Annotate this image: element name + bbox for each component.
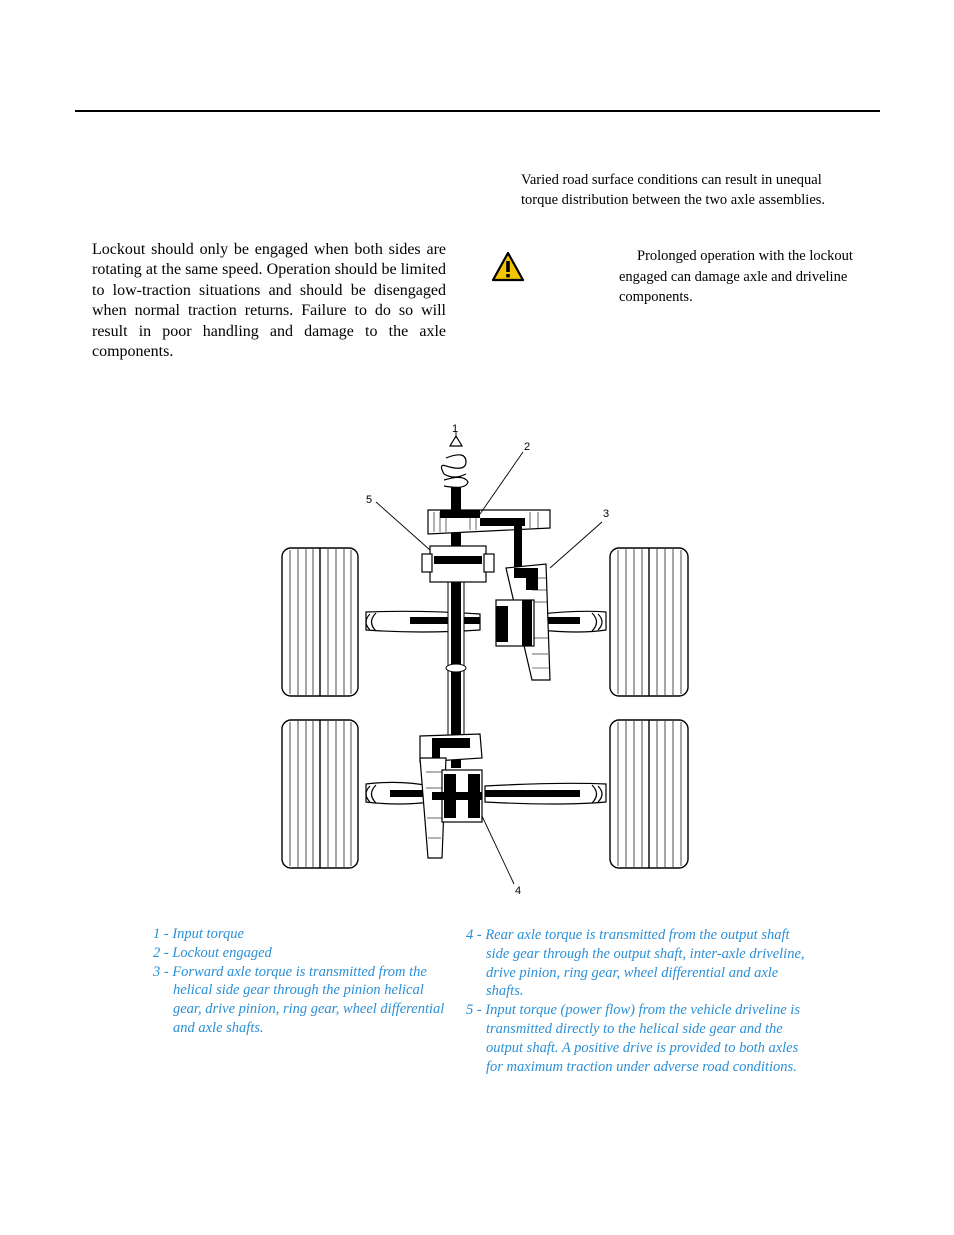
wheel-rear-left xyxy=(282,720,358,868)
callout-2: 2 xyxy=(524,441,531,453)
lockout-paragraph: Lockout should only be engaged when both sides are rotating at the same speed. Operation should be limited to low-traction situations and should be disengaged when normal traction returns. Failure to do so will result in poor handling and damage to the axle components. xyxy=(92,241,446,361)
legend-item: 4 - Rear axle torque is transmitted from the output shaft side gear through the output shaft, inter-axle driveline, drive pinion, ring gear, wheel differential and axle shafts. xyxy=(466,927,805,1000)
wheel-front-left xyxy=(282,548,358,696)
callout-line-2 xyxy=(480,452,523,514)
legend-item: 5 - Input torque (power flow) from the vehicle driveline is transmitted directly to the helical side gear and the output shaft. A positive drive is provided to both axles for maximum traction under adverse road conditions. xyxy=(466,1002,800,1075)
callout-5: 5 xyxy=(366,494,373,506)
forward-ring-gear xyxy=(496,564,550,680)
rear-axle-housing xyxy=(366,782,606,804)
callout-line-3 xyxy=(550,522,602,568)
callout-line-5 xyxy=(376,502,430,550)
callout-4: 4 xyxy=(515,885,522,897)
header-rule xyxy=(75,110,880,112)
forward-axle-housing xyxy=(366,611,606,632)
legend-item: 1 - Input torque xyxy=(153,926,244,942)
callout-1: 1 xyxy=(452,423,459,435)
wheel-rear-right xyxy=(610,720,688,868)
caution-text: Prolonged operation with the lockout engaged can damage axle and driveline components. xyxy=(619,248,853,305)
legend-right xyxy=(466,926,806,1076)
wheel-front-right xyxy=(610,548,688,696)
callout-line-4 xyxy=(482,816,514,884)
rear-differential xyxy=(420,734,482,858)
input-torque-arrow xyxy=(441,436,468,487)
warning-triangle-icon xyxy=(491,251,525,283)
tandem-axle-diagram xyxy=(270,418,700,898)
legend-left xyxy=(153,925,453,1038)
legend-item: 3 - Forward axle torque is transmitted from the helical side gear through the pinion helical gear, drive pinion, ring gear, wheel differential and axle shafts. xyxy=(153,963,445,1036)
callout-3: 3 xyxy=(603,508,610,520)
legend-item: 2 - Lockout engaged xyxy=(153,944,272,961)
note-text: Varied road surface conditions can result in unequal torque distribution between the two axle assemblies. xyxy=(521,172,826,208)
